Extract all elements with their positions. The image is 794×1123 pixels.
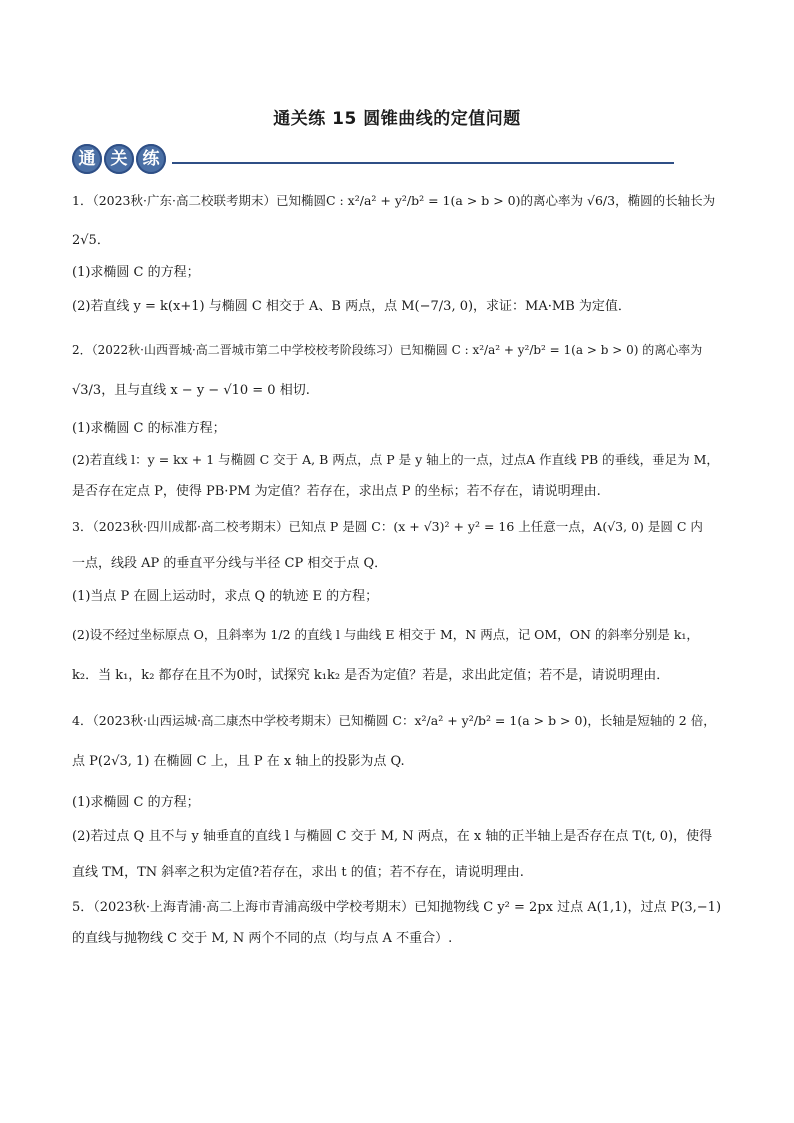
problem-5-line-2: 的直线与抛物线 C 交于 M, N 两个不同的点（均与点 A 不重合）. <box>72 931 453 946</box>
problem-4-line-1: 4．（2023秋·山西运城·高二康杰中学校考期末）已知椭圆 C：x²/a² + y²/b² = 1(a > b > 0)，长轴是短轴的 2 倍， <box>72 713 716 728</box>
problem-2-line-2: √3/3，且与直线 x − y − √10 = 0 相切. <box>72 383 310 398</box>
problem-1-line-1: 1．（2023秋·广东·高二校联考期末）已知椭圆C : x²/a² + y²/b² = 1(a > b > 0)的离心率为 √6/3，椭圆的长轴长为 <box>72 193 716 208</box>
problem-3-line-2: 一点，线段 AP 的垂直平分线与半径 CP 相交于点 Q． <box>72 556 388 571</box>
problem-2-part-1: (1)求椭圆 C 的标准方程； <box>72 421 226 436</box>
problem-1-part-2: (2)若直线 y = k(x+1) 与椭圆 C 相交于 A、B 两点，点 M(−7/3, 0)，求证：MA·MB 为定值． <box>72 299 631 314</box>
problem-3-part-2-cont: k₂．当 k₁，k₂ 都存在且不为0时，试探究 k₁k₂ 是否为定值？若是，求出此定值；若不是，请说明理由． <box>72 668 670 683</box>
problem-4-line-2: 点 P(2√3, 1) 在椭圆 C 上，且 P 在 x 轴上的投影为点 Q. <box>72 754 405 769</box>
problem-5-line-1: 5．（2023秋·上海青浦·高二上海市青浦高级中学校考期末）已知抛物线 C y² = 2px 过点 A(1,1)，过点 P(3,−1) <box>72 900 722 915</box>
problem-3-part-1: (1)当点 P 在圆上运动时，求点 Q 的轨迹 E 的方程； <box>72 589 379 604</box>
problem-1-part-1: (1)求椭圆 C 的方程； <box>72 265 200 280</box>
problem-1-line-2: 2√5． <box>72 233 110 248</box>
badge-char-1: 通 <box>72 144 102 174</box>
badge-char-2: 关 <box>104 144 134 174</box>
problem-3-part-2: (2)设不经过坐标原点 O，且斜率为 1/2 的直线 l 与曲线 E 相交于 M，N 两点，记 OM，ON 的斜率分别是 k₁， <box>72 627 699 642</box>
section-banner <box>72 144 674 174</box>
problem-4-part-2-cont: 直线 TM，TN 斜率之积为定值?若存在，求出 t 的值；若不存在，请说明理由. <box>72 865 524 880</box>
problem-4-part-1: (1)求椭圆 C 的方程； <box>72 795 200 810</box>
problem-3-line-1: 3．（2023秋·四川成都·高二校考期末）已知点 P 是圆 C：(x + √3)² + y² = 16 上任意一点，A(√3, 0) 是圆 C 内 <box>72 519 703 534</box>
banner-divider <box>172 162 674 164</box>
problem-2-part-2-cont: 是否存在定点 P，使得 PB·PM 为定值？若存在，求出点 P 的坐标；若不存在，请说明理由. <box>72 484 601 499</box>
badge-char-3: 练 <box>136 144 166 174</box>
problem-2-part-2: (2)若直线 l：y = kx + 1 与椭圆 C 交于 A, B 两点，点 P 是 y 轴上的一点，过点A 作直线 PB 的垂线，垂足为 M， <box>72 452 719 467</box>
page-title: 通关练 15 圆锥曲线的定值问题 <box>273 109 521 129</box>
problem-2-line-1: 2．（2022秋·山西晋城·高二晋城市第二中学校校考阶段练习）已知椭圆 C : x²/a² + y²/b² = 1(a > b > 0) 的离心率为 <box>72 343 703 357</box>
section-badge <box>72 144 166 174</box>
problem-4-part-2: (2)若过点 Q 且不与 y 轴垂直的直线 l 与椭圆 C 交于 M, N 两点，在 x 轴的正半轴上是否存在点 T(t, 0)，使得 <box>72 829 713 844</box>
